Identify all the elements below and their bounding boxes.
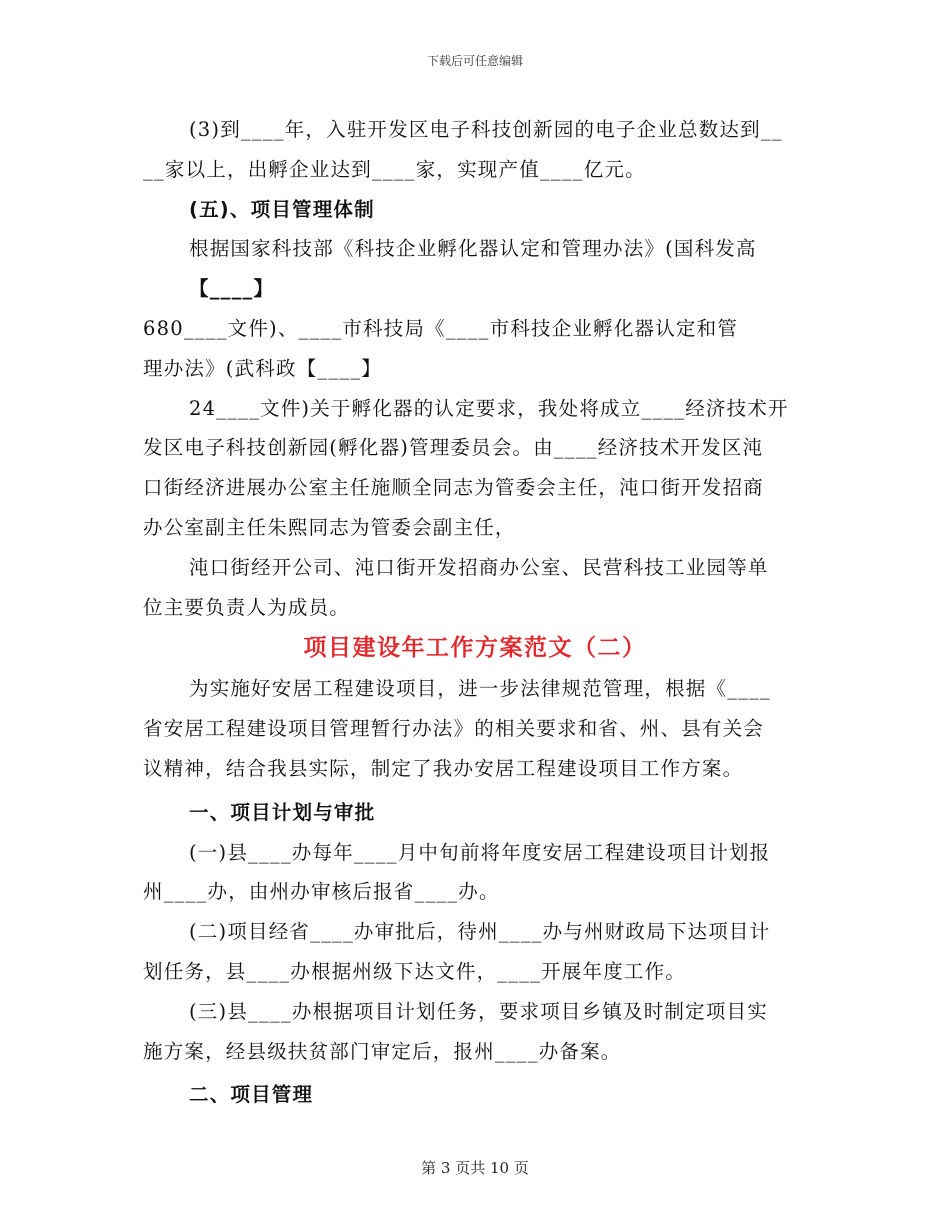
document-title: 项目建设年工作方案范文（二）	[303, 635, 647, 662]
paragraph-line: 沌口街经开公司、沌口街开发招商办公室、民营科技工业园等单	[189, 555, 769, 579]
paragraph-line: 州____办，由州办审核后报省____办。	[143, 880, 500, 904]
paragraph-line: 口街经济进展办公室主任施顺全同志为管委会主任，沌口街开发招商	[143, 476, 765, 500]
section-heading: 二、项目管理	[189, 1083, 314, 1107]
paragraph-line: 680____文件)、____市科技局《____市科技企业孵化器认定和管	[143, 316, 739, 340]
paragraph-line: 24____文件)关于孵化器的认定要求，我处将成立____经济技术开	[189, 396, 789, 420]
paragraph-line: 【____】	[189, 277, 275, 301]
paragraph-line: 划任务，县____办根据州级下达文件，____开展年度工作。	[143, 959, 687, 983]
section-heading: (五)、项目管理体制	[189, 197, 375, 221]
paragraph-line: (一)县____办每年____月中旬前将年度安居工程建设项目计划报	[189, 840, 771, 864]
paragraph-line: 为实施好安居工程建设项目，进一步法律规范管理，根据《____	[189, 677, 772, 701]
paragraph-line: 省安居工程建设项目管理暂行办法》的相关要求和省、州、县有关会	[143, 717, 765, 741]
page-header: 下载后可任意编辑	[426, 54, 523, 68]
paragraph-line: 施方案，经县级扶贫部门审定后，报州____办备案。	[143, 1039, 622, 1063]
paragraph-line: 议精神，结合我县实际，制定了我办安居工程建设项目工作方案。	[143, 756, 744, 780]
section-heading: 一、项目计划与审批	[189, 800, 376, 824]
paragraph-line: 位主要负责人为成员。	[143, 595, 351, 619]
paragraph-line: (3)到____年，入驻开发区电子科技创新园的电子企业总数达到__	[189, 118, 783, 141]
paragraph-line: 根据国家科技部《科技企业孵化器认定和管理办法》(国科发高	[189, 237, 757, 261]
paragraph-line: (三)县____办根据项目计划任务，要求项目乡镇及时制定项目实	[189, 999, 768, 1023]
paragraph-line: __家以上，出孵企业达到____家，实现产值____亿元。	[143, 157, 646, 181]
paragraph-line: 理办法》(武科政【____】	[143, 356, 382, 380]
paragraph-line: (二)项目经省____办审批后，待州____办与州财政局下达项目计	[189, 920, 771, 944]
paragraph-line: 发区电子科技创新园(孵化器)管理委员会。由____经济技术开发区沌	[143, 436, 764, 460]
page-footer: 第 3 页共 10 页	[421, 1159, 529, 1177]
document-body	[143, 110, 807, 1115]
paragraph-line: 办公室副主任朱熙同志为管委会副主任，	[143, 515, 516, 539]
